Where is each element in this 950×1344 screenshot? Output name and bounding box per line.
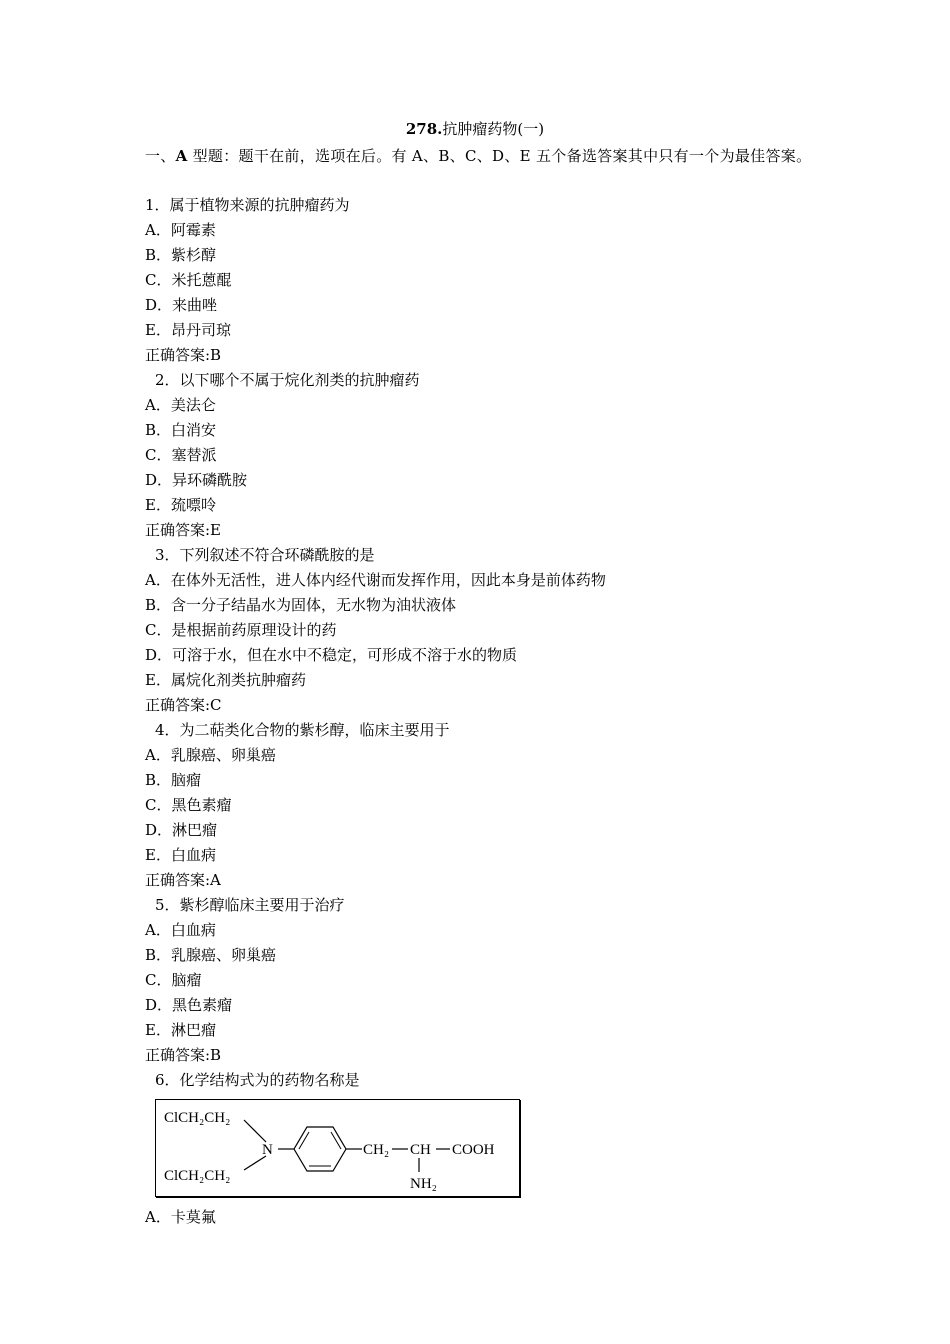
option: C．脑瘤 (145, 971, 202, 989)
structure-cooh-group: COOH (452, 1142, 495, 1158)
option: A．美法仑 (145, 396, 216, 414)
option: E．白血病 (145, 846, 216, 864)
title-number: 278. (405, 120, 443, 138)
option: D．来曲唑 (145, 296, 218, 314)
answer: 正确答案:B (145, 346, 222, 364)
option: C．黑色素瘤 (145, 796, 232, 814)
option: A．阿霉素 (145, 221, 216, 239)
option: A．乳腺癌、卵巢癌 (145, 746, 276, 764)
structure-ch-group: CH (410, 1142, 431, 1158)
question-stem: 3．下列叙述不符合环磷酰胺的是 (155, 546, 375, 564)
option: E．淋巴瘤 (145, 1021, 216, 1039)
answer: 正确答案:A (145, 871, 221, 889)
section-intro (145, 144, 815, 169)
chemical-structure-figure (155, 1099, 520, 1197)
bond-line (299, 1132, 309, 1149)
option: B．脑瘤 (145, 771, 202, 789)
option: D．异环磷酰胺 (145, 471, 248, 489)
benzene-ring (294, 1127, 346, 1171)
structure-left-bottom-group: ClCH₂CH₂ (164, 1168, 231, 1184)
page-title (0, 119, 950, 139)
answer: 正确答案:B (145, 1046, 222, 1064)
bond-line (244, 1156, 266, 1170)
answer: 正确答案:C (145, 696, 222, 714)
question-stem: 4．为二萜类化合物的紫杉醇，临床主要用于 (155, 721, 450, 739)
intro-prefix: 一、 (145, 147, 176, 165)
structure-ch2-group: CH₂ (363, 1142, 390, 1158)
structure-nh2-group: NH₂ (410, 1176, 437, 1192)
structure-left-top-group: ClCH₂CH₂ (164, 1110, 231, 1126)
question-list (145, 193, 815, 1230)
option: E．昂丹司琼 (145, 321, 231, 339)
option: A．白血病 (145, 921, 216, 939)
option: B．乳腺癌、卵巢癌 (145, 946, 277, 964)
option: D．黑色素瘤 (145, 996, 233, 1014)
option: B．紫杉醇 (145, 246, 217, 264)
option: C．米托蒽醌 (145, 271, 232, 289)
answer: 正确答案:E (145, 521, 222, 539)
option: C．塞替派 (145, 446, 217, 464)
option: D．淋巴瘤 (145, 821, 218, 839)
option: E．属烷化剂类抗肿瘤药 (145, 671, 306, 689)
option: C．是根据前药原理设计的药 (145, 621, 337, 639)
option: D．可溶于水，但在水中不稳定，可形成不溶于水的物质 (145, 646, 518, 664)
option: E．巯嘌呤 (145, 496, 216, 514)
title-text: 抗肿瘤药物(一) (442, 120, 545, 138)
structure-drawing (156, 1100, 519, 1196)
option: A．卡莫氟 (145, 1208, 216, 1226)
question-stem: 5．紫杉醇临床主要用于治疗 (155, 896, 345, 914)
intro-text: 型题：题干在前，选项在后。有 A、B、C、D、E 五个备选答案其中只有一个为最佳答案。 (187, 147, 812, 165)
option: B．白消安 (145, 421, 217, 439)
bond-line (331, 1132, 341, 1149)
question-stem: 6．化学结构式为的药物名称是 (155, 1071, 360, 1089)
intro-type-letter: A (175, 147, 188, 165)
question-stem: 2．以下哪个不属于烷化剂类的抗肿瘤药 (155, 371, 420, 389)
structure-nitrogen: N (262, 1142, 273, 1158)
question-stem: 1．属于植物来源的抗肿瘤药为 (145, 196, 350, 214)
option: A．在体外无活性，进人体内经代谢而发挥作用，因此本身是前体药物 (145, 571, 606, 589)
bond-line (244, 1120, 266, 1142)
option: B．含一分子结晶水为固体，无水物为油状液体 (145, 596, 457, 614)
